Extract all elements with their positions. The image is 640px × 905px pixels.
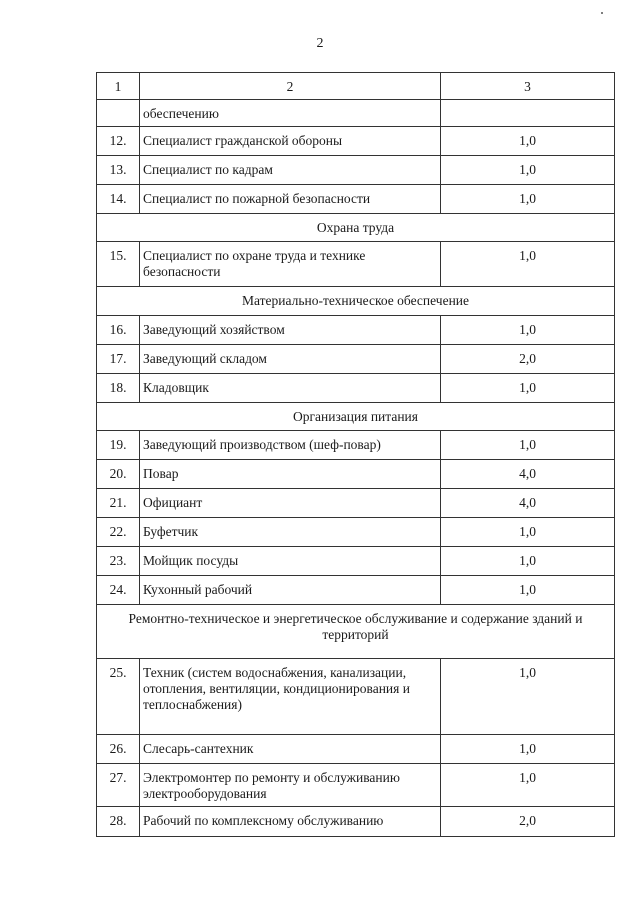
row-position: Техник (систем водоснабжения, канализации, отопления, вентиляции, кондиционирования и теплоснабжения) bbox=[140, 659, 441, 735]
row-rate: 1,0 bbox=[441, 735, 615, 764]
row-rate: 1,0 bbox=[441, 576, 615, 605]
row-number: 20. bbox=[97, 460, 140, 489]
row-number: 28. bbox=[97, 807, 140, 837]
table-row bbox=[97, 576, 615, 605]
row-position: Слесарь-сантехник bbox=[140, 735, 441, 764]
table-row bbox=[97, 764, 615, 807]
table-row bbox=[97, 127, 615, 156]
section-row bbox=[97, 403, 615, 431]
table-row bbox=[97, 659, 615, 735]
table-row bbox=[97, 460, 615, 489]
row-rate: 1,0 bbox=[441, 764, 615, 807]
row-rate: 1,0 bbox=[441, 431, 615, 460]
row-number: 18. bbox=[97, 374, 140, 403]
row-rate: 1,0 bbox=[441, 185, 615, 214]
table-row bbox=[97, 735, 615, 764]
row-position: Мойщик посуды bbox=[140, 547, 441, 576]
table-row bbox=[97, 431, 615, 460]
row-rate: 2,0 bbox=[441, 345, 615, 374]
row-position: Заведующий хозяйством bbox=[140, 316, 441, 345]
row-number: 17. bbox=[97, 345, 140, 374]
row-position: Кладовщик bbox=[140, 374, 441, 403]
row-number: 25. bbox=[97, 659, 140, 735]
section-row bbox=[97, 605, 615, 659]
table-row bbox=[97, 185, 615, 214]
section-row bbox=[97, 214, 615, 242]
row-number bbox=[97, 100, 140, 127]
table-row bbox=[97, 156, 615, 185]
section-title: Ремонтно-техническое и энергетическое обслуживание и содержание зданий и территорий bbox=[97, 605, 615, 659]
row-number: 19. bbox=[97, 431, 140, 460]
row-number: 15. bbox=[97, 242, 140, 287]
row-position: Буфетчик bbox=[140, 518, 441, 547]
table-row bbox=[97, 345, 615, 374]
row-rate: 1,0 bbox=[441, 127, 615, 156]
section-row bbox=[97, 287, 615, 316]
row-rate: 1,0 bbox=[441, 374, 615, 403]
header-col-2: 2 bbox=[140, 73, 441, 100]
row-rate: 1,0 bbox=[441, 242, 615, 287]
staff-table bbox=[96, 72, 615, 837]
section-title: Организация питания bbox=[97, 403, 615, 431]
row-position: Специалист по кадрам bbox=[140, 156, 441, 185]
stray-dot bbox=[601, 12, 603, 14]
row-rate: 4,0 bbox=[441, 489, 615, 518]
section-title: Материально-техническое обеспечение bbox=[97, 287, 615, 316]
section-title: Охрана труда bbox=[97, 214, 615, 242]
table-row bbox=[97, 374, 615, 403]
row-position: Официант bbox=[140, 489, 441, 518]
row-number: 24. bbox=[97, 576, 140, 605]
row-position: Рабочий по комплексному обслуживанию bbox=[140, 807, 441, 837]
row-position: Кухонный рабочий bbox=[140, 576, 441, 605]
row-position: Заведующий производством (шеф-повар) bbox=[140, 431, 441, 460]
header-col-3: 3 bbox=[441, 73, 615, 100]
table-row bbox=[97, 518, 615, 547]
row-position: Электромонтер по ремонту и обслуживанию электрооборудования bbox=[140, 764, 441, 807]
row-position: Специалист по пожарной безопасности bbox=[140, 185, 441, 214]
table-row bbox=[97, 547, 615, 576]
row-position: Специалист по охране труда и технике безопасности bbox=[140, 242, 441, 287]
table-row bbox=[97, 316, 615, 345]
table-row bbox=[97, 242, 615, 287]
row-position: Заведующий складом bbox=[140, 345, 441, 374]
table-header-row bbox=[97, 73, 615, 100]
header-col-1: 1 bbox=[97, 73, 140, 100]
row-rate: 1,0 bbox=[441, 547, 615, 576]
row-rate bbox=[441, 100, 615, 127]
row-position: обеспечению bbox=[140, 100, 441, 127]
row-position: Повар bbox=[140, 460, 441, 489]
table-row bbox=[97, 100, 615, 127]
row-rate: 1,0 bbox=[441, 659, 615, 735]
row-number: 23. bbox=[97, 547, 140, 576]
row-number: 21. bbox=[97, 489, 140, 518]
row-number: 14. bbox=[97, 185, 140, 214]
row-rate: 4,0 bbox=[441, 460, 615, 489]
row-rate: 1,0 bbox=[441, 518, 615, 547]
page-number: 2 bbox=[316, 36, 324, 51]
row-number: 22. bbox=[97, 518, 140, 547]
row-rate: 1,0 bbox=[441, 156, 615, 185]
row-number: 27. bbox=[97, 764, 140, 807]
row-number: 26. bbox=[97, 735, 140, 764]
table-row bbox=[97, 489, 615, 518]
row-number: 12. bbox=[97, 127, 140, 156]
row-position: Специалист гражданской обороны bbox=[140, 127, 441, 156]
row-rate: 1,0 bbox=[441, 316, 615, 345]
row-number: 13. bbox=[97, 156, 140, 185]
row-number: 16. bbox=[97, 316, 140, 345]
table-row bbox=[97, 807, 615, 837]
row-rate: 2,0 bbox=[441, 807, 615, 837]
